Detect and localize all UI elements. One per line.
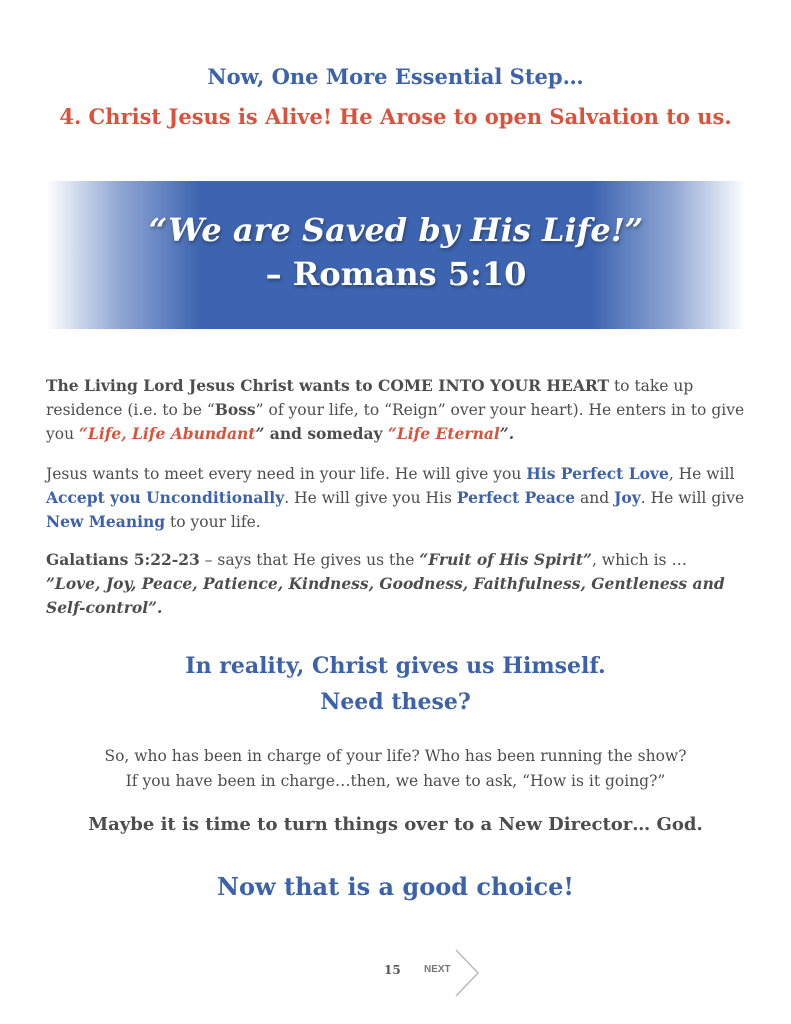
- fruit-of-spirit: “Fruit of His Spirit”: [419, 550, 592, 569]
- text-run: . He will give you His: [284, 489, 457, 507]
- director-statement: Maybe it is time to turn things over to a New Director… God.: [88, 814, 703, 835]
- scripture-banner: [46, 181, 746, 329]
- chevron-right-icon: [454, 948, 480, 998]
- text-run: , which is …: [591, 551, 687, 569]
- text-run: . He will give: [640, 489, 745, 507]
- text-run: and someday: [264, 424, 388, 443]
- text-run: The Living Lord Jesus Christ wants to: [46, 376, 378, 395]
- banner-reference: – Romans 5:10: [265, 255, 527, 293]
- charge-question: [0, 744, 791, 794]
- paragraph-galatians: [46, 548, 746, 620]
- text-run: – says that He gives us the: [199, 551, 420, 569]
- scripture-reference: Galatians 5:22-23: [46, 550, 200, 569]
- charge-line: So, who has been in charge of your life? Who has been running the show?: [104, 747, 687, 765]
- paragraph-needs: [46, 462, 746, 534]
- reality-line: In reality, Christ gives us Himself.: [185, 653, 606, 679]
- fruit-list: ”Love, Joy, Peace, Patience, Kindness, Goodness, Faithfulness, Gentleness and Self-control”.: [46, 574, 725, 617]
- text-run: to take up residence (i.e. to be “: [46, 377, 694, 419]
- charge-line: If you have been in charge…then, we have to ask, “How is it going?”: [125, 772, 666, 790]
- text-run: ”: [255, 424, 265, 443]
- text-run: ” of your life, to “Reign” over your heart). He enters in to give you: [46, 401, 745, 443]
- text-run: to your life.: [165, 513, 261, 531]
- text-run: ”.: [499, 424, 515, 443]
- text-run: Jesus wants to meet every need in your life. He will give you: [46, 465, 527, 483]
- text-run: COME INTO YOUR HEART: [377, 376, 610, 395]
- reality-line: Need these?: [320, 689, 471, 715]
- text-run: and: [575, 489, 615, 507]
- section-kicker: Now, One More Essential Step…: [207, 64, 584, 89]
- step-title: 4. Christ Jesus is Alive! He Arose to open Salvation to us.: [59, 104, 732, 129]
- page-number: 15: [384, 963, 401, 977]
- reality-heading: [0, 648, 791, 720]
- choice-statement: Now that is a good choice!: [217, 872, 574, 901]
- banner-quote: “We are Saved by His Life!”: [148, 211, 644, 249]
- highlight-life-eternal: “Life Eternal: [387, 424, 500, 443]
- highlight-new-meaning: New Meaning: [46, 512, 166, 531]
- text-run: Boss: [214, 400, 256, 419]
- next-label: NEXT: [424, 964, 451, 975]
- highlight-accept: Accept you Unconditionally: [46, 488, 285, 507]
- text-run: , He will: [668, 465, 735, 483]
- highlight-perfect-love: His Perfect Love: [526, 464, 669, 483]
- highlight-perfect-peace: Perfect Peace: [456, 488, 576, 507]
- highlight-joy: Joy: [614, 488, 641, 507]
- next-page-button[interactable]: [424, 960, 494, 994]
- paragraph-living-lord: [46, 374, 746, 446]
- highlight-life-abundant: “Life, Life Abundant: [79, 424, 256, 443]
